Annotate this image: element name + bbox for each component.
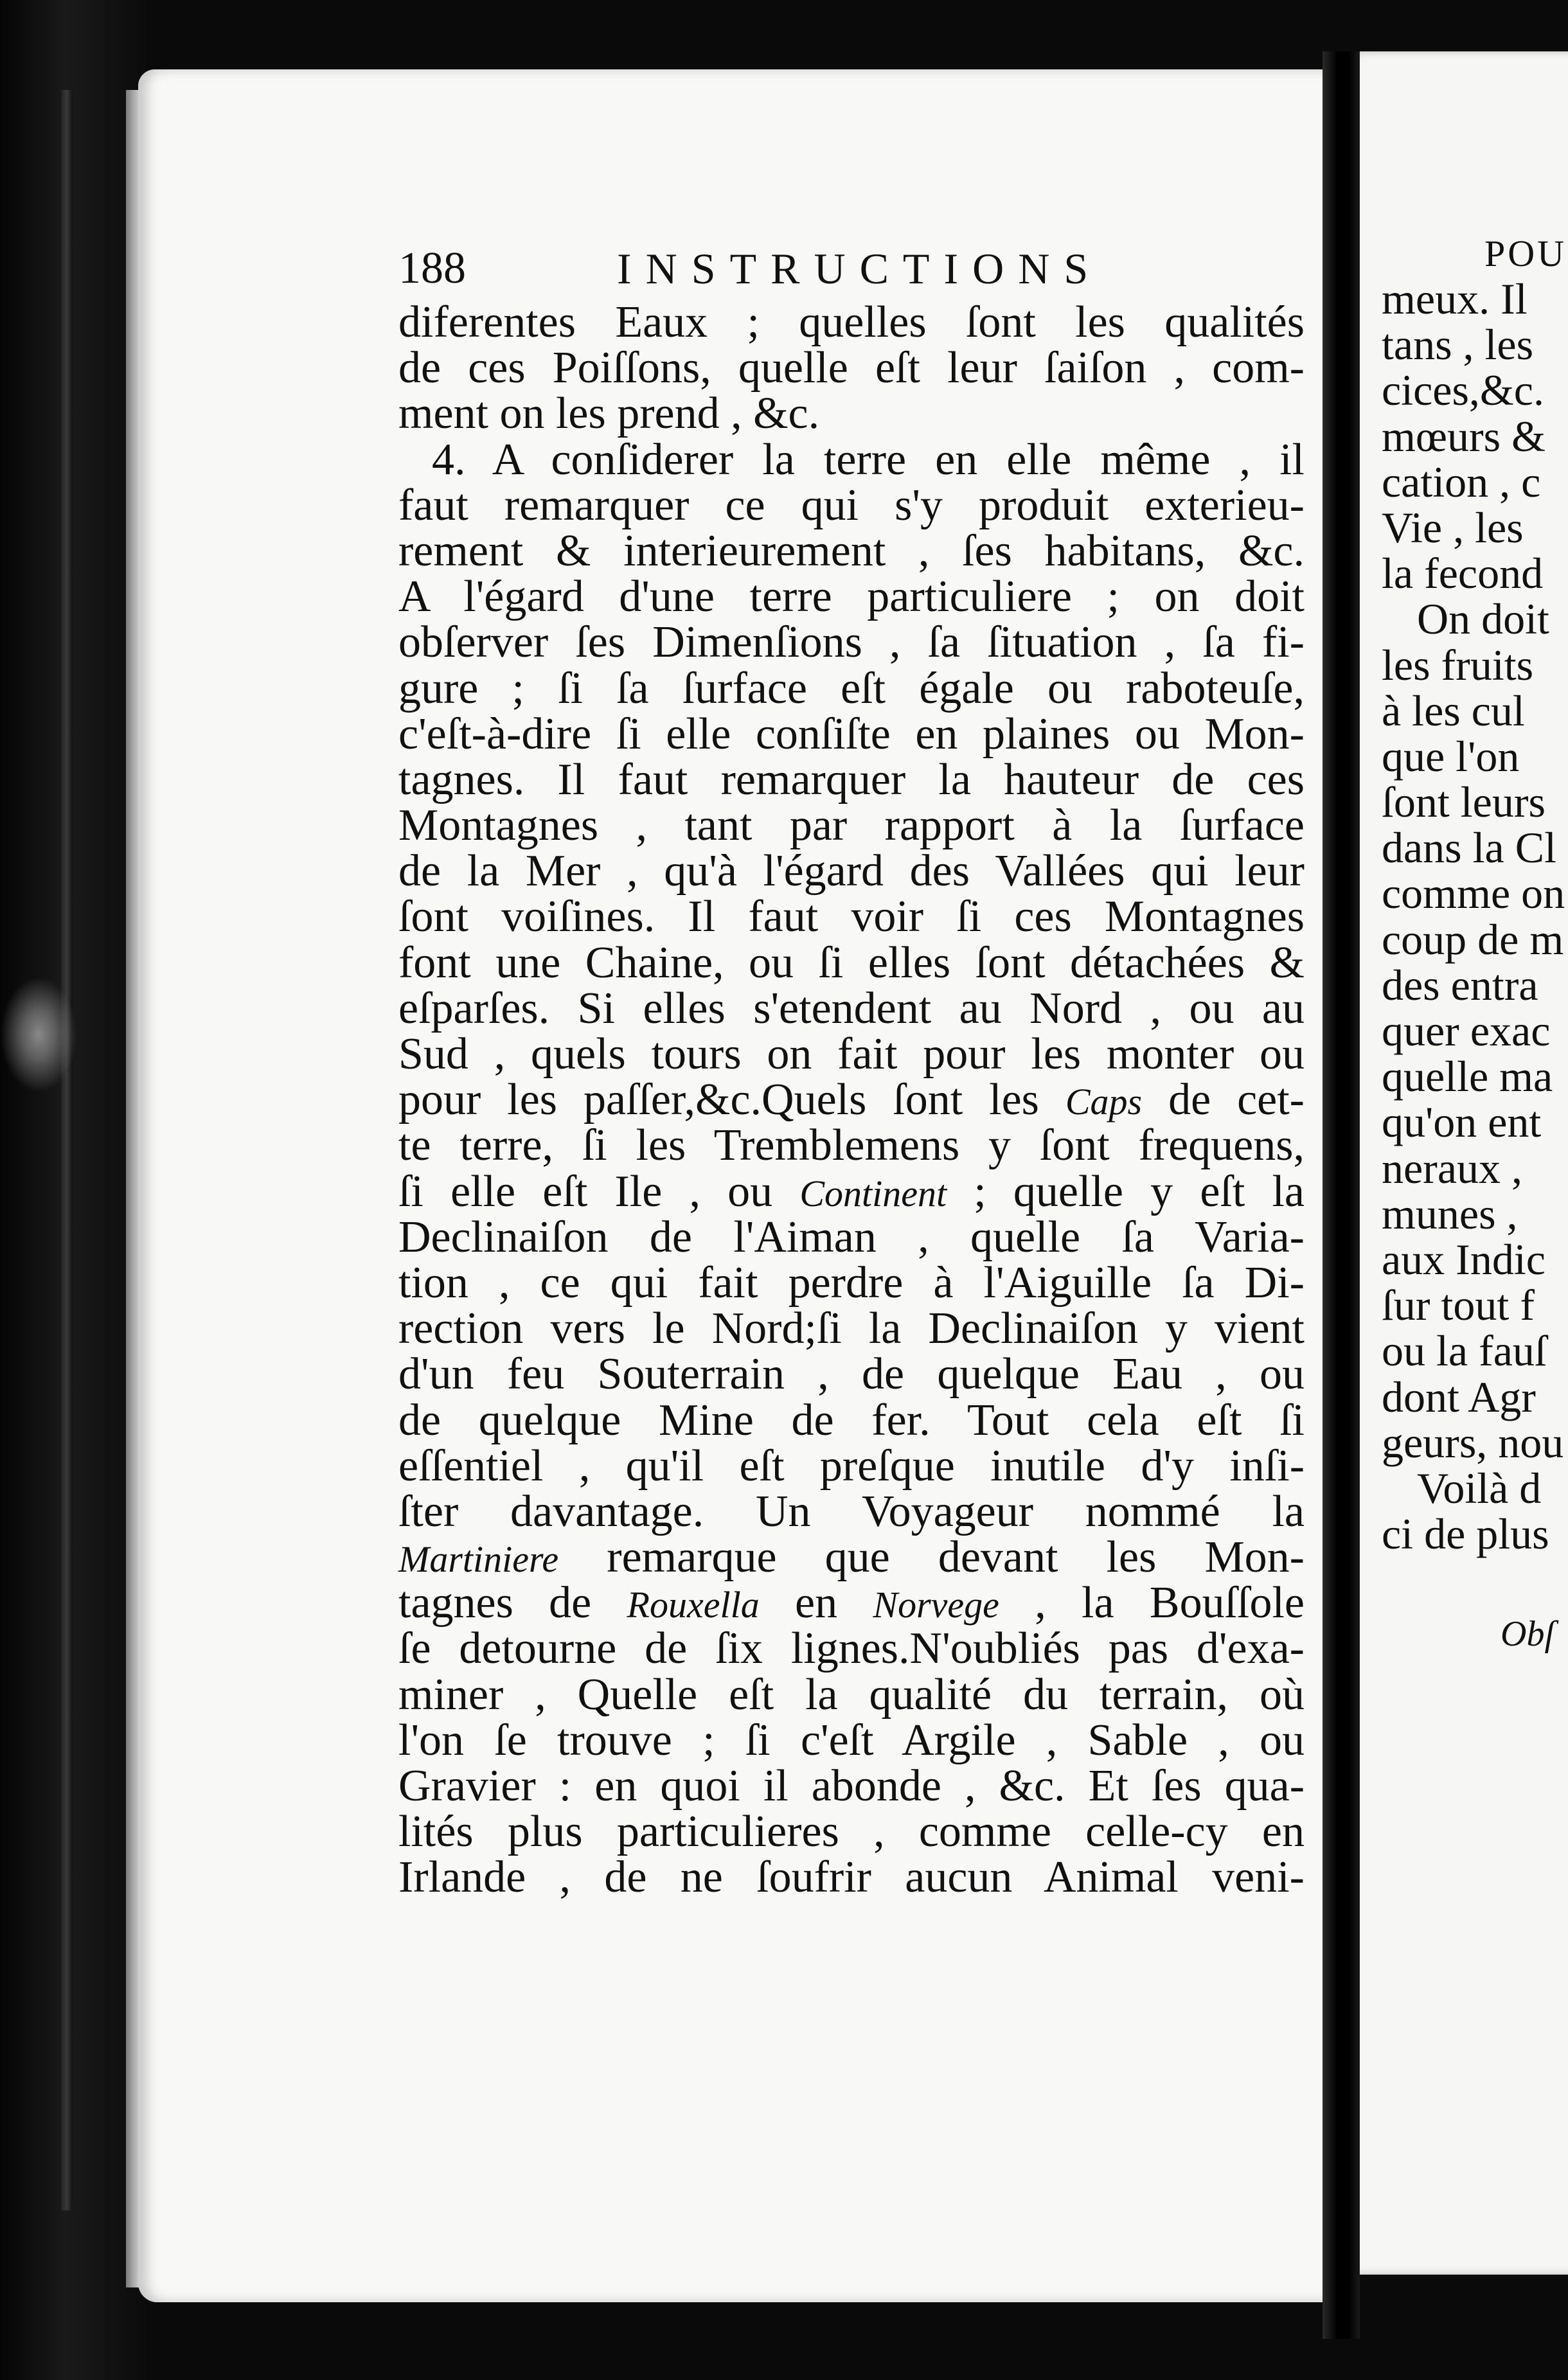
text-line: ou la fauſ bbox=[1382, 1326, 1547, 1376]
text-line: gure ; ſi ſa ſurface eſt égale ou raboteuſe, bbox=[398, 663, 1305, 713]
text-line: miner , Quelle eſt la qualité du terrain, où bbox=[398, 1669, 1305, 1719]
text-line: de quelque Mine de fer. Tout cela eſt ſi bbox=[398, 1395, 1305, 1445]
text-line: ſe detourne de ſix lignes.N'oubliés pas d'exa- bbox=[398, 1624, 1305, 1674]
text-line: Sud , quels tours on fait pour les monter ou bbox=[398, 1029, 1305, 1079]
text-line: tion , ce qui fait perdre à l'Aiguille ſa Di- bbox=[398, 1257, 1305, 1308]
text-line: ci de plus bbox=[1382, 1509, 1549, 1559]
text-line: diferentes Eaux ; quelles ſont les qualités bbox=[398, 298, 1305, 347]
text-line: rection vers le Nord;ſi la Declinaiſon y vient bbox=[398, 1304, 1305, 1354]
text-line: On doit bbox=[1417, 594, 1549, 644]
text-line: Irlande , de ne ſoufrir aucun Animal veni- bbox=[398, 1852, 1305, 1903]
text-line: des entra bbox=[1382, 960, 1538, 1009]
text-line: tagnes de Rouxella en Norvege , la Bouſſole bbox=[398, 1578, 1305, 1628]
text-line: tagnes. Il faut remarquer la hauteur de ces bbox=[398, 754, 1305, 804]
text-line: ſi elle eſt Ile , ou Continent ; quelle y eſt la bbox=[398, 1166, 1305, 1216]
text-line: ſur tout f bbox=[1382, 1281, 1535, 1330]
text-line: faut remarquer ce qui s'y produit exterieu- bbox=[398, 480, 1305, 530]
text-line: Declinaiſon de l'Aiman , quelle ſa Varia- bbox=[398, 1212, 1305, 1262]
text-line: meux. Il bbox=[1382, 274, 1528, 323]
text-line: Vie , les bbox=[1382, 502, 1524, 552]
binding-edge bbox=[61, 90, 73, 2210]
text-line: cation , c bbox=[1382, 457, 1541, 506]
text-line: dont Agr bbox=[1382, 1372, 1536, 1421]
text-line: ſont leurs bbox=[1382, 777, 1546, 827]
text-line: Martiniere remarque que devant les Mon- bbox=[398, 1532, 1305, 1583]
text-line: eſſentiel , qu'il eſt preſque inutile d'y inſi- bbox=[398, 1441, 1305, 1491]
text-line: les fruits bbox=[1382, 640, 1534, 689]
text-line: c'eſt-à-dire ſi elle conſiſte en plaines ou Mon- bbox=[398, 709, 1305, 759]
text-line: quelle ma bbox=[1382, 1052, 1553, 1101]
text-line: lités plus particulieres , comme celle-cy en bbox=[398, 1807, 1305, 1857]
text-line: neraux , bbox=[1382, 1143, 1523, 1193]
text-line: de la Mer , qu'à l'égard des Vallées qui leur bbox=[398, 846, 1305, 896]
text-line: munes , bbox=[1382, 1189, 1518, 1238]
running-head-right: POU bbox=[1484, 233, 1567, 274]
page-gutter bbox=[1323, 51, 1360, 2339]
left-page-text bbox=[398, 238, 1305, 1901]
text-line: ſont voiſines. Il faut voir ſi ces Montagnes bbox=[398, 892, 1305, 942]
text-line: dans la Cl bbox=[1382, 823, 1556, 873]
text-line: te terre, ſi les Tremblemens y ſont frequens, bbox=[398, 1121, 1305, 1171]
text-line: la fecond bbox=[1382, 549, 1544, 598]
text-line: eſparſes. Si elles s'etendent au Nord , ou au bbox=[398, 983, 1305, 1033]
running-head: INSTRUCTIONS bbox=[617, 244, 1103, 293]
scan-artifact bbox=[0, 977, 77, 1092]
text-line: aux Indic bbox=[1382, 1234, 1546, 1284]
text-line: comme on bbox=[1382, 869, 1565, 918]
text-line: qu'on ent bbox=[1382, 1097, 1542, 1147]
text-line: 4. A conſiderer la terre en elle même , il bbox=[432, 434, 1305, 484]
text-line: d'un feu Souterrain , de quelque Eau , ou bbox=[398, 1349, 1305, 1399]
right-page-text bbox=[1382, 231, 1568, 1656]
text-line: obſerver ſes Dimenſions , ſa ſituation , ſa fi- bbox=[398, 617, 1305, 668]
text-line: pour les paſſer,&c.Quels ſont les Caps de cet- bbox=[398, 1075, 1305, 1125]
text-line: Montagnes , tant par rapport à la ſurface bbox=[398, 801, 1305, 851]
page-number: 188 bbox=[398, 244, 466, 293]
text-line: A l'égard d'une terre particuliere ; on doit bbox=[398, 572, 1305, 622]
text-line: Voilà d bbox=[1417, 1463, 1542, 1513]
text-line: cices,&c. bbox=[1382, 366, 1544, 415]
text-line: coup de m bbox=[1382, 914, 1564, 964]
text-line: ſter davantage. Un Voyageur nommé la bbox=[398, 1486, 1305, 1536]
page-header bbox=[398, 238, 1305, 299]
text-line: de ces Poiſſons, quelle eſt leur ſaiſon , com- bbox=[398, 343, 1305, 393]
text-line: quer exac bbox=[1382, 1006, 1551, 1055]
text-line: geurs, nou bbox=[1382, 1417, 1564, 1467]
text-line: tans , les bbox=[1382, 320, 1534, 369]
text-line: mœurs & bbox=[1382, 411, 1546, 461]
text-line: Gravier : en quoi il abonde , &c. Et ſes qua- bbox=[398, 1761, 1305, 1811]
text-line: que l'on bbox=[1382, 731, 1520, 781]
text-line: ment on les prend , &c. bbox=[398, 389, 820, 439]
text-line: rement & interieurement , ſes habitans, &c. bbox=[398, 526, 1305, 576]
text-line: font une Chaine, ou ſi elles ſont détachées & bbox=[398, 937, 1305, 988]
section-subheading: Obſ bbox=[1501, 1614, 1555, 1655]
body-text bbox=[398, 299, 1305, 1901]
text-line: l'on ſe trouve ; ſi c'eſt Argile , Sable , ou bbox=[398, 1715, 1305, 1765]
text-line: à les cul bbox=[1382, 686, 1525, 735]
